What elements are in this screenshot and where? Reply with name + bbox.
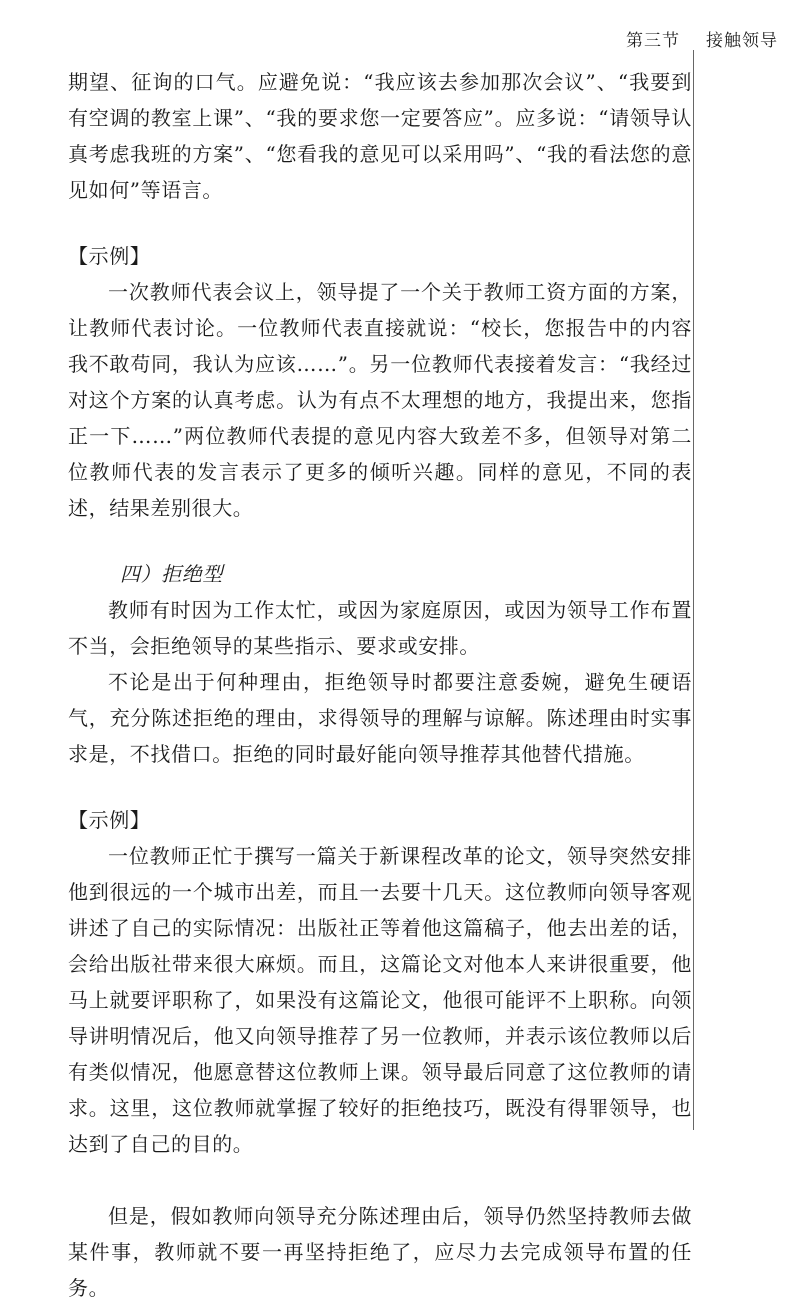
paragraph-2: 一次教师代表会议上，领导提了一个关于教师工资方面的方案，让教师代表讨论。一位教师代表直接就说：“校长，您报告中的内容我不敢苟同，我认为应该……”。另一位教师代表接着发言：“我经过对这个方案的认真考虑。认为有点不太理想的地方，我提出来，您指正一下……”两位教师代表提的意见内容大致差不多，但领导对第二位教师代表的发言表示了更多的倾听兴趣。同样的意见，不同的表述，结果差别很大。 bbox=[68, 280, 692, 520]
margin-rule bbox=[693, 50, 694, 1130]
paragraph-6: 但是，假如教师向领导充分陈述理由后，领导仍然坚持教师去做某件事，教师就不要一再坚持拒绝了，应尽力去完成领导布置的任务。 bbox=[68, 1204, 692, 1300]
section-subheading: 四）拒绝型 bbox=[120, 562, 223, 586]
page-body bbox=[68, 64, 692, 1306]
page-header bbox=[626, 26, 778, 51]
header-section: 第三节 bbox=[626, 31, 680, 51]
paragraph-3: 教师有时因为工作太忙，或因为家庭原因，或因为领导工作布置不当，会拒绝领导的某些指示、要求或安排。 bbox=[68, 598, 692, 658]
paragraph-4: 不论是出于何种理由，拒绝领导时都要注意委婉，避免生硬语气，充分陈述拒绝的理由，求得领导的理解与谅解。陈述理由时实事求是，不找借口。拒绝的同时最好能向领导推荐其他替代措施。 bbox=[68, 670, 692, 766]
header-title: 接触领导 bbox=[706, 31, 778, 51]
example-label-1: 【示例】 bbox=[68, 244, 151, 268]
example-label-2: 【示例】 bbox=[68, 808, 151, 832]
paragraph-5: 一位教师正忙于撰写一篇关于新课程改革的论文，领导突然安排他到很远的一个城市出差，而且一去要十几天。这位教师向领导客观讲述了自己的实际情况：出版社正等着他这篇稿子，他去出差的话，会给出版社带来很大麻烦。而且，这篇论文对他本人来讲很重要，他马上就要评职称了，如果没有这篇论文，他很可能评不上职称。向领导讲明情况后，他又向领导推荐了另一位教师，并表示该位教师以后有类似情况，他愿意替这位教师上课。领导最后同意了这位教师的请求。这里，这位教师就掌握了较好的拒绝技巧，既没有得罪领导，也达到了自己的目的。 bbox=[68, 844, 692, 1156]
paragraph-1: 期望、征询的口气。应避免说：“我应该去参加那次会议”、“我要到有空调的教室上课”、“我的要求您一定要答应”。应多说：“请领导认真考虑我班的方案”、“您看我的意见可以采用吗”、“我的看法您的意见如何”等语言。 bbox=[68, 70, 692, 202]
